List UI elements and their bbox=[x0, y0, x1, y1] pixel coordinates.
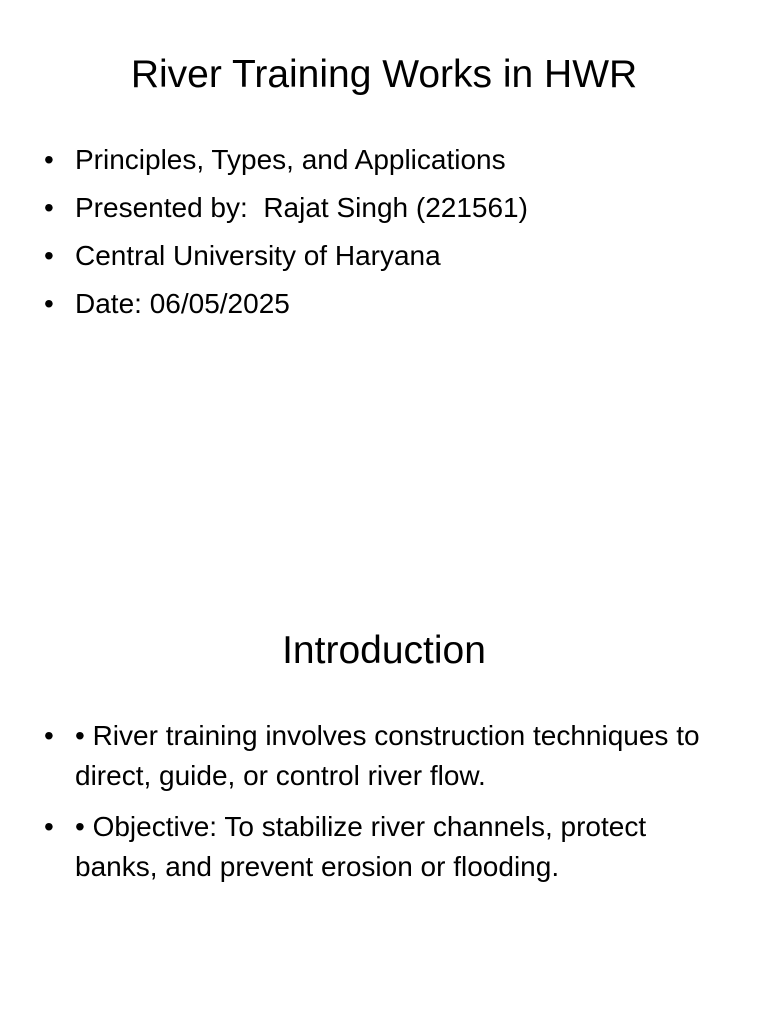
bullet-icon: • bbox=[44, 811, 54, 842]
list-item bbox=[44, 140, 734, 180]
bullet-text: • River training involves construction techniques to direct, guide, or control river flow. bbox=[75, 720, 700, 791]
list-item bbox=[44, 807, 734, 887]
list-item bbox=[44, 188, 734, 228]
bullet-icon: • bbox=[44, 720, 54, 751]
bullet-icon: • bbox=[44, 192, 54, 223]
slide-introduction bbox=[0, 576, 768, 1024]
bullet-icon: • bbox=[44, 288, 54, 319]
list-item bbox=[44, 236, 734, 276]
list-item bbox=[44, 284, 734, 324]
bullet-list bbox=[44, 140, 734, 332]
bullet-text: Presented by: Rajat Singh (221561) bbox=[75, 192, 528, 223]
slide-title: River Training Works in HWR bbox=[130, 53, 638, 96]
bullet-text: Principles, Types, and Applications bbox=[75, 144, 506, 175]
bullet-list bbox=[44, 716, 734, 898]
list-item bbox=[44, 716, 734, 796]
slide-title: Introduction bbox=[282, 629, 486, 672]
bullet-text: • Objective: To stabilize river channels, protect banks, and prevent erosion or flooding. bbox=[75, 811, 647, 882]
bullet-icon: • bbox=[44, 240, 54, 271]
bullet-text: Date: 06/05/2025 bbox=[75, 288, 290, 319]
bullet-icon: • bbox=[44, 144, 54, 175]
bullet-text: Central University of Haryana bbox=[75, 240, 441, 271]
